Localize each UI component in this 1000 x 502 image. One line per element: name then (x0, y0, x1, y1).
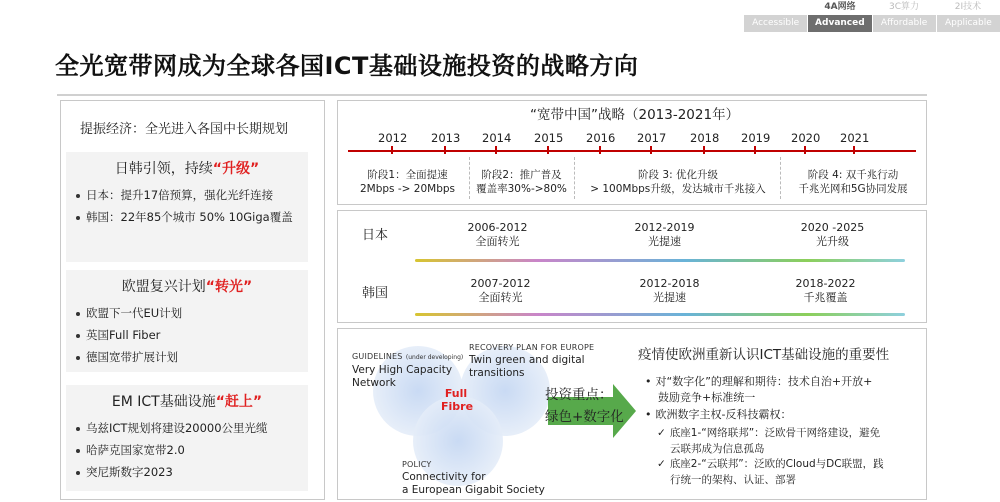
recovery-line1: Twin green and digital (469, 354, 585, 366)
list-item-text: 欧盟下一代EU计划 (86, 306, 183, 320)
period-years: 2007-2012 (470, 277, 531, 290)
period-years: 2020 -2025 (800, 221, 865, 234)
nav-tab-3c[interactable]: 3C算力 (888, 2, 919, 12)
timeline-tick (599, 146, 601, 154)
bullet-2-text: 欧洲数字主权-反科技霸权： (655, 408, 792, 421)
nav-tab-advanced[interactable]: Advanced (808, 15, 871, 32)
list-item-text: 英国Full Fiber (86, 328, 161, 342)
focus-line1: 投资重点： (545, 387, 613, 403)
card-title-text: 日韩引领，持续 (114, 161, 213, 177)
investment-focus (545, 384, 624, 428)
year-label: 2015 (534, 131, 564, 145)
period-desc: 千兆覆盖 (803, 291, 848, 304)
list-item-text: 德国宽带扩展计划 (86, 350, 178, 364)
list-item (76, 206, 308, 228)
bullet-icon (76, 471, 80, 475)
period-years: 2012-2018 (639, 277, 700, 290)
stage-desc: 2Mbps -> 20Mbps (359, 183, 456, 195)
list-item-text: 哈萨克国家宽带2.0 (86, 443, 185, 457)
stage-title: 阶段 4: 双千兆行动 (807, 169, 899, 181)
year-label: 2014 (482, 131, 512, 145)
card-title (66, 276, 308, 296)
stage-2 (470, 168, 573, 196)
full-fibre-line1: Full (444, 387, 468, 400)
timeline-tick (495, 146, 497, 154)
bullet-icon (76, 312, 80, 316)
sub-bullet-1-line2: 云联邦成为信息孤岛 (670, 443, 765, 455)
period (622, 221, 707, 249)
bullet-icon (76, 356, 80, 360)
nav-tab-applicable[interactable]: Applicable (937, 15, 1000, 32)
card-title-emphasis: “转光” (205, 279, 253, 295)
period-desc: 光提速 (653, 291, 686, 304)
top-nav (743, 0, 1000, 32)
stage-divider (574, 157, 576, 199)
card-title-emphasis: “赶上” (215, 394, 263, 410)
policy-label (402, 458, 545, 497)
stage-title: 阶段 3: 优化升级 (638, 169, 718, 181)
full-fibre-label (441, 387, 474, 413)
list-item (76, 461, 308, 483)
year-label: 2016 (586, 131, 616, 145)
bullet-icon (76, 334, 80, 338)
stage-desc: 覆盖率30%->80% (476, 183, 567, 195)
policy-line1: Connectivity for (402, 471, 486, 483)
stage-desc: 千兆光网和5G协同发展 (798, 183, 908, 195)
japan-timeline-bar (415, 259, 905, 262)
sub-bullet-2-line2: 行统一的架构、认证、部署 (670, 474, 796, 486)
eu-right-title: 疫情使欧洲重新认识ICT基础设施的重要性 (638, 347, 890, 363)
period-years: 2006-2012 (467, 221, 528, 234)
bullet-icon (76, 449, 80, 453)
period (627, 277, 712, 305)
period-desc: 全面转光 (475, 235, 520, 248)
bullet-icon (76, 216, 80, 220)
stage-divider (780, 157, 782, 199)
sub-bullet-2: ✓ 底座2-“云联邦”：泛欧的Cloud与DC联盟，践 行统一的架构、认证、部署 (657, 458, 884, 486)
nav-tab-2i[interactable]: 2I技术 (954, 2, 982, 12)
guidelines-sub: (under developing) (405, 354, 464, 361)
timeline-tick (444, 146, 446, 154)
guidelines-label (352, 350, 463, 390)
period (790, 221, 875, 249)
bullet-icon (76, 194, 80, 198)
guidelines-head: GUIDELINES (352, 352, 403, 361)
policy-line2: a European Gigabit Society (402, 484, 545, 496)
period-years: 2018-2022 (795, 277, 856, 290)
period (458, 277, 543, 305)
stage-title: 阶段2：推广普及 (481, 169, 562, 181)
list-item-text: 乌兹ICT规划将建设20000公里光缆 (86, 421, 268, 435)
recovery-line2: transitions (469, 367, 525, 379)
period-desc: 全面转光 (478, 291, 523, 304)
bullet-1-line2: 鼓励竞争+标准统一 (658, 391, 756, 404)
bullet-2: • 欧洲数字主权-反科技霸权： (645, 408, 792, 421)
focus-line2: 绿色+数字化 (545, 409, 624, 425)
stage-4 (783, 168, 923, 196)
nav-tab-4a[interactable]: 4A网络 (824, 2, 856, 12)
stage-1 (350, 168, 465, 196)
guidelines-line1: Very High Capacity (352, 364, 453, 376)
timeline-tick (804, 146, 806, 154)
year-label: 2019 (741, 131, 771, 145)
bullet-icon (76, 427, 80, 431)
card-title-text: EM ICT基础设施 (111, 394, 216, 410)
timeline-tick (391, 146, 393, 154)
card-japan-korea (66, 152, 308, 262)
year-label: 2020 (791, 131, 821, 145)
list-item (76, 417, 308, 439)
period-desc: 光提速 (648, 235, 681, 248)
list-item (76, 439, 308, 461)
period-desc: 光升级 (816, 235, 849, 248)
list-item (76, 346, 308, 368)
sub-bullet-2-line1: 底座2-“云联邦”：泛欧的Cloud与DC联盟，践 (669, 458, 884, 470)
year-label: 2018 (690, 131, 720, 145)
list-item-text: 突尼斯数字2023 (86, 465, 173, 479)
stage-3 (577, 168, 779, 196)
nav-tab-accessible[interactable]: Accessible (744, 15, 807, 32)
china-strategy-title: “宽带中国”战略（2013-2021年） (530, 107, 740, 123)
title-divider (57, 94, 927, 96)
stage-title: 阶段1：全面提速 (367, 169, 448, 181)
page-title: 全光宽带网成为全球各国ICT基础设施投资的战略方向 (55, 52, 639, 80)
card-title (66, 391, 308, 411)
recovery-label (469, 341, 594, 380)
year-label: 2012 (378, 131, 408, 145)
period (783, 277, 868, 305)
period (455, 221, 540, 249)
country-korea: 韩国 (362, 286, 389, 301)
year-label: 2021 (840, 131, 870, 145)
list-item-text: 韩国：22年85个城市 50% 10Giga覆盖 (86, 210, 293, 224)
guidelines-line2: Network (352, 377, 396, 389)
card-eu (66, 270, 308, 372)
policy-head: POLICY (402, 460, 432, 469)
left-heading: 提振经济：全光进入各国中长期规划 (80, 122, 289, 137)
full-fibre-line2: Fibre (441, 400, 474, 413)
korea-timeline-bar (415, 313, 905, 316)
timeline-tick (853, 146, 855, 154)
sub-bullet-1: ✓ 底座1-“网络联邦”：泛欧骨干网络建设，避免 云联邦成为信息孤岛 (657, 427, 881, 455)
timeline-tick (754, 146, 756, 154)
card-title-emphasis: “升级” (212, 161, 260, 177)
timeline-tick (703, 146, 705, 154)
period-years: 2012-2019 (634, 221, 695, 234)
card-title-text: 欧盟复兴计划 (121, 279, 206, 295)
timeline-tick (650, 146, 652, 154)
bullet-1-line1: 对“数字化”的理解和期待：技术自治+开放+ (655, 375, 873, 388)
card-em (66, 385, 308, 491)
nav-tab-affordable[interactable]: Affordable (873, 15, 936, 32)
list-item (76, 324, 308, 346)
country-japan: 日本 (362, 228, 389, 243)
list-item (76, 184, 308, 206)
year-label: 2013 (431, 131, 461, 145)
list-item-text: 日本：提升17倍预算，强化光纤连接 (86, 188, 274, 202)
bullet-1: • 对“数字化”的理解和期待：技术自治+开放+ 鼓励竞争+标准统一 (645, 375, 873, 404)
timeline-line (348, 150, 916, 152)
timeline-tick (547, 146, 549, 154)
list-item (76, 302, 308, 324)
year-label: 2017 (637, 131, 667, 145)
stage-desc: > 100Mbps升级，发达城市千兆接入 (590, 183, 766, 195)
card-title (66, 158, 308, 178)
recovery-head: RECOVERY PLAN FOR EUROPE (469, 343, 595, 352)
sub-bullet-1-line1: 底座1-“网络联邦”：泛欧骨干网络建设，避免 (669, 427, 881, 439)
